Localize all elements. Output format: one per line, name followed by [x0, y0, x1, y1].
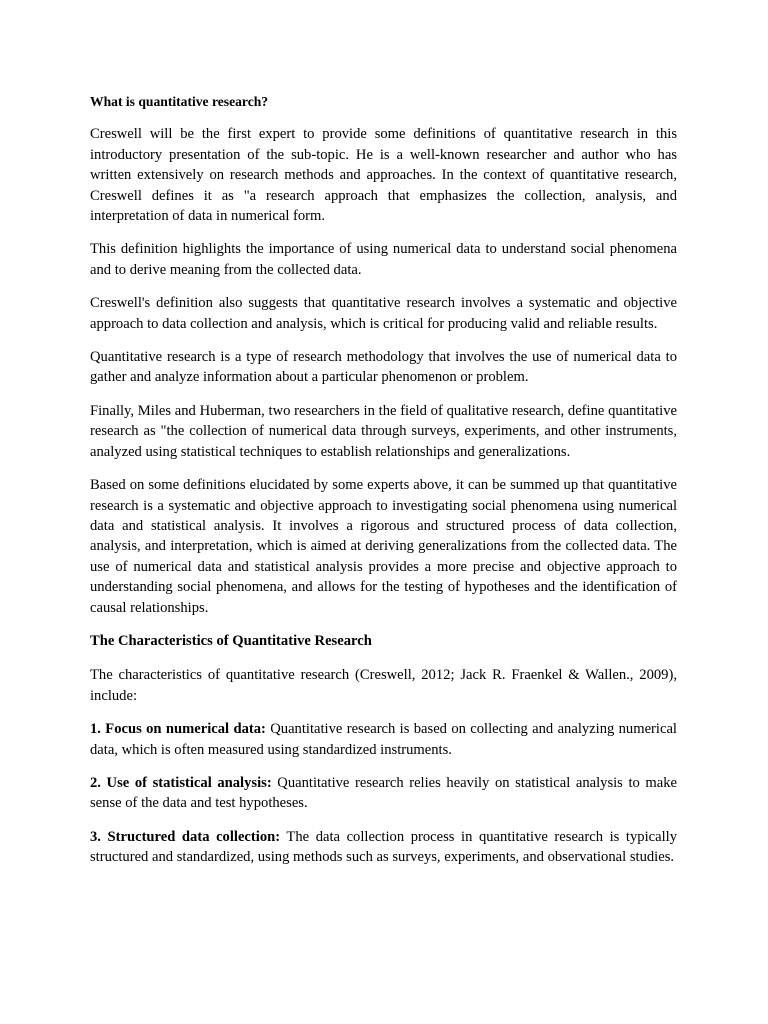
- characteristic-text: Quantitative research relies heavily on statistical analysis to make sense of the data and test hypotheses.: [90, 774, 677, 812]
- paragraph-miles-huberman: Finally, Miles and Huberman, two researchers in the field of qualitative research, define quantitative research as "the collection of numerical data through surveys, experiments, and other instruments, analyzed using statistical techniques to establish relationships and generalizations.: [90, 402, 677, 460]
- characteristic-title: 1. Focus on numerical data:: [90, 721, 266, 738]
- characteristic-item: [90, 773, 677, 814]
- document-page: [90, 92, 677, 881]
- paragraph-systematic-approach: Creswell's definition also suggests that quantitative research involves a systematic and objective approach to data collection and analysis, which is critical for producing valid and reliable results.: [90, 295, 677, 332]
- section-heading-characteristics: The Characteristics of Quantitative Research: [90, 632, 372, 649]
- paragraph-methodology-type: Quantitative research is a type of research methodology that involves the use of numerical data to gather and analyze information about a particular phenomenon or problem.: [90, 349, 677, 386]
- characteristic-text: The data collection process in quantitative research is typically structured and standardized, using methods such as surveys, experiments, and observational studies.: [90, 828, 677, 866]
- characteristic-item: [90, 719, 677, 760]
- paragraph-creswell-intro: Creswell will be the first expert to provide some definitions of quantitative research in this introductory presentation of the sub-topic. He is a well-known researcher and author who has written extensively on research methods and approaches. In the context of quantitative research, Creswell defines it as "a research approach that emphasizes the collection, analysis, and interpretation of data in numerical form.: [90, 126, 677, 225]
- characteristic-title: 3. Structured data collection:: [90, 828, 281, 845]
- characteristic-item: [90, 827, 677, 868]
- paragraph-definition-highlights: This definition highlights the importance of using numerical data to understand social phenomena and to derive meaning from the collected data.: [90, 241, 677, 278]
- paragraph-summary: Based on some definitions elucidated by some experts above, it can be summed up that quantitative research is a systematic and objective approach to investigating social phenomena using numerical data and statistical analysis. It involves a rigorous and structured process of data collection, analysis, and interpretation, which is aimed at deriving generalizations from the collected data. The use of numerical data and statistical analysis provides a more precise and objective approach to understanding social phenomena, and allows for the testing of hypotheses and the identification of causal relationships.: [90, 477, 677, 616]
- characteristic-title: 2. Use of statistical analysis:: [90, 774, 272, 791]
- section-heading-what-is: What is quantitative research?: [90, 94, 269, 109]
- characteristic-text: Quantitative research is based on collecting and analyzing numerical data, which is often measured using standardized instruments.: [90, 721, 677, 758]
- paragraph-characteristics-intro: The characteristics of quantitative research (Creswell, 2012; Jack R. Fraenkel & Wallen., 2009), include:: [90, 667, 677, 704]
